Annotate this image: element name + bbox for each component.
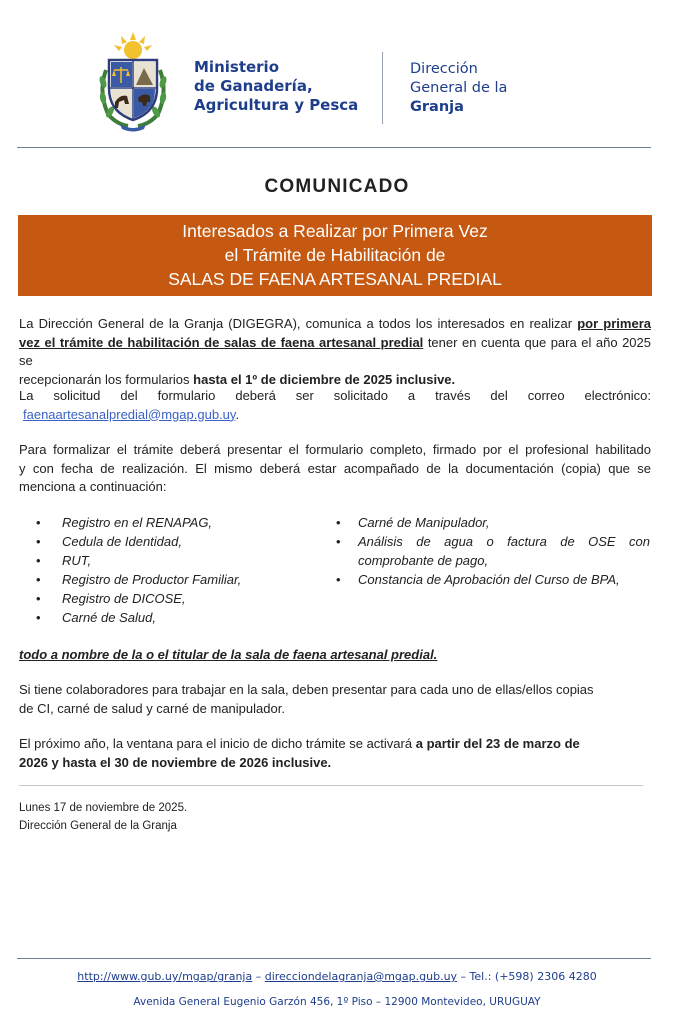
banner-line-2: el Trámite de Habilitación de — [224, 245, 446, 265]
list-item — [24, 608, 284, 627]
highlight-text: vez el trámite de habilitación de salas de faena artesanal predial — [19, 334, 424, 350]
list-item-text: Constancia de Aprobación del Curso de BPA, — [358, 572, 620, 587]
list-item-text: Análisis de agua o factura de OSE con comprobante de pago, — [358, 534, 650, 568]
bullet-icon: • — [36, 610, 41, 625]
paragraph-line: Para formalizar el trámite deberá presentar el formulario completo, firmado por el profesional habilitado — [19, 442, 651, 457]
date-range-text: a partir del 23 de marzo de — [415, 736, 580, 751]
paragraph-next-year — [19, 735, 651, 772]
direction-name — [410, 60, 507, 117]
bullet-icon: • — [36, 534, 41, 549]
list-item — [24, 513, 284, 532]
signature-date: Lunes 17 de noviembre de 2025. — [19, 802, 188, 814]
text-span: . — [235, 406, 240, 422]
signature-block — [19, 799, 187, 835]
text-span: La Dirección General de la Granja (DIGEGRA), comunica a todos los interesados en realizar — [19, 316, 573, 331]
paragraph-requirements — [19, 441, 651, 497]
list-item — [332, 570, 650, 589]
paragraph-collaborators — [19, 681, 651, 718]
footer-rule — [17, 958, 651, 959]
bullet-icon: • — [36, 515, 41, 530]
list-item — [24, 570, 284, 589]
direction-line-1: Dirección — [410, 61, 478, 77]
paragraph-line: de CI, carné de salud y carné de manipulador. — [19, 700, 285, 716]
list-item — [24, 532, 284, 551]
paragraph-line: menciona a continuación: — [19, 479, 167, 494]
paragraph-request — [19, 387, 651, 424]
bullet-icon: • — [336, 572, 341, 587]
header-divider — [382, 52, 383, 124]
footer-contact — [0, 970, 674, 983]
list-item — [24, 589, 284, 608]
list-item — [332, 532, 650, 570]
bullet-icon: • — [36, 572, 41, 587]
list-item-text: Carné de Salud, — [62, 610, 156, 625]
text-span: recepcionarán los formularios — [19, 371, 190, 387]
paragraph-line: Si tiene colaboradores para trabajar en la sala, deben presentar para cada uno de ellas/ellos copias — [19, 682, 594, 697]
bullet-icon: • — [36, 553, 41, 568]
list-item — [332, 513, 650, 532]
signature-rule — [19, 785, 643, 786]
website-link[interactable]: http://www.gub.uy/mgap/granja — [77, 970, 253, 983]
deadline-text: hasta el 1º de diciembre de 2025 inclusive. — [193, 371, 456, 387]
list-item-text: Registro de Productor Familiar, — [62, 572, 242, 587]
ministry-line-1: Ministerio — [194, 58, 280, 76]
uruguay-coat-of-arms-icon — [94, 30, 172, 134]
documents-list-left — [24, 513, 284, 627]
document-title: COMUNICADO — [264, 176, 410, 197]
text-span: El próximo año, la ventana para el inicio de dicho trámite se activará — [19, 736, 413, 751]
list-item — [24, 551, 284, 570]
banner-line-1: Interesados a Realizar por Primera Vez — [182, 221, 488, 241]
paragraph-line — [19, 334, 651, 371]
paragraph-announcement — [19, 315, 651, 389]
list-item-text: RUT, — [62, 553, 92, 568]
paragraph-line — [19, 406, 651, 425]
text-span: – — [252, 970, 265, 983]
list-item-text: Carné de Manipulador, — [358, 515, 490, 530]
letterhead — [0, 0, 674, 148]
ministry-line-3: Agricultura y Pesca — [194, 96, 359, 114]
list-item-text: Registro de DICOSE, — [62, 591, 186, 606]
bullet-icon: • — [336, 534, 341, 549]
paragraph-line — [19, 754, 651, 773]
paragraph-line: La solicitud del formulario deberá ser solicitado a través del correo electrónico: — [19, 388, 651, 403]
paragraph-line — [19, 735, 651, 754]
bullet-icon: • — [336, 515, 341, 530]
banner-line-3: SALAS DE FAENA ARTESANAL PREDIAL — [168, 269, 502, 289]
list-item-text: Registro en el RENAPAG, — [62, 515, 213, 530]
bullet-icon: • — [36, 591, 41, 606]
signature-name: Dirección General de la Granja — [19, 820, 177, 832]
direction-line-3: Granja — [410, 99, 464, 115]
ministry-name — [194, 58, 358, 115]
date-range-text: 2026 y hasta el 30 de noviembre de 2026 inclusive. — [19, 754, 332, 770]
list-item-text: Cedula de Identidad, — [62, 534, 182, 549]
ownership-note: todo a nombre de la o el titular de la sala de faena artesanal predial. — [19, 647, 438, 662]
documents-list-right — [332, 513, 650, 589]
email-link[interactable]: faenaartesanalpredial@mgap.gub.uy — [23, 406, 236, 422]
ministry-line-2: de Ganadería, — [194, 77, 313, 95]
highlight-text: por primera — [577, 316, 651, 331]
direction-line-2: General de la — [410, 80, 508, 96]
header-rule — [17, 147, 651, 148]
paragraph-line: y con fecha de realización. El mismo deberá estar acompañado de la documentación (copia) que se — [19, 460, 651, 476]
subject-banner — [18, 215, 652, 296]
footer-phone: – Tel.: (+598) 2306 4280 — [457, 970, 597, 983]
text-span: tener en cuenta que para el año 2025 se — [19, 334, 651, 368]
footer-email-link[interactable]: direcciondelagranja@mgap.gub.uy — [264, 970, 458, 983]
paragraph-line — [19, 315, 651, 334]
footer-address: Avenida General Eugenio Garzón 456, 1º Piso – 12900 Montevideo, URUGUAY — [133, 996, 541, 1008]
